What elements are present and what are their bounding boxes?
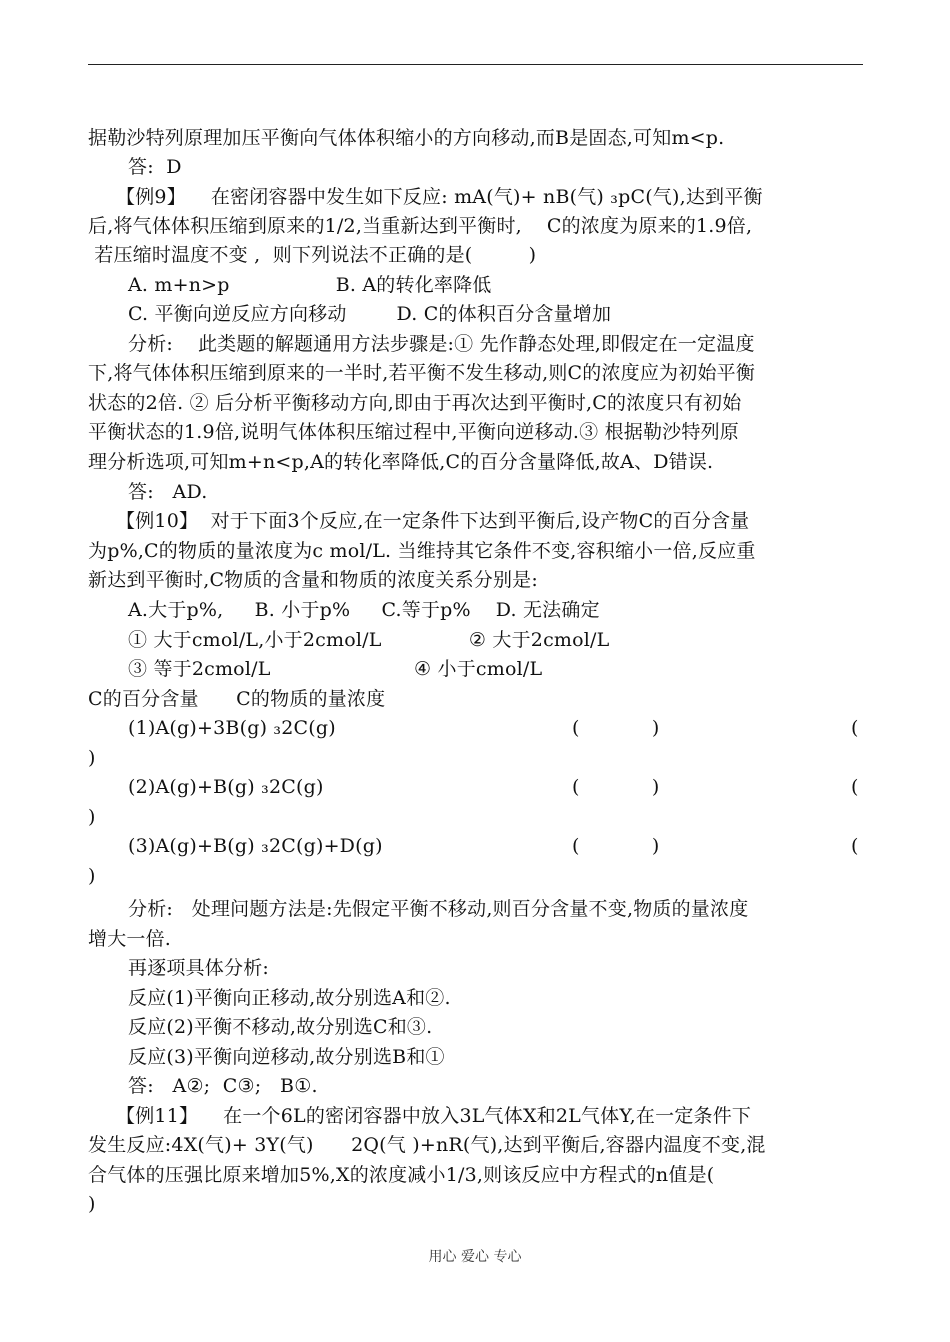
column-heading-line: C的百分含量 C的物质的量浓度 <box>88 688 386 710</box>
text-line: 反应(3)平衡向逆移动,故分别选B和① <box>128 1046 445 1068</box>
text-line: 据勒沙特列原理加压平衡向气体体积缩小的方向移动,而B是固态,可知m<p. <box>88 127 725 149</box>
answer-blank: ( <box>851 835 859 857</box>
option-line: A.大于p%, B. 小于p% C.等于p% D. 无法确定 <box>128 599 600 621</box>
page-footer: 用心 爱心 专心 <box>428 1249 522 1265</box>
text-line: 状态的2倍. ② 后分析平衡移动方向,即由于再次达到平衡时,C的浓度只有初始 <box>88 392 742 414</box>
text-line: 发生反应:4X(气)+ 3Y(气) 2Q(气 )+nR(气),达到平衡后,容器内温度不变,混 <box>88 1134 766 1156</box>
answer-line: 答: A②; C③; B①. <box>128 1075 318 1097</box>
option-line: ① 大于cmol/L,小于2cmol/L ② 大于2cmol/L <box>128 629 610 651</box>
text-line: 再逐项具体分析: <box>128 957 270 979</box>
option-line: ③ 等于2cmol/L ④ 小于cmol/L <box>128 658 543 680</box>
answer-line: 答: AD. <box>128 481 208 503</box>
reaction-3: (3)A(g)+B(g) ₃2C(g)+D(g) <box>128 835 383 857</box>
answer-blank: ( <box>851 717 859 739</box>
analysis-line: 分析: 处理问题方法是:先假定平衡不移动,则百分含量不变,物质的量浓度 <box>128 898 749 920</box>
text-line: 增大一倍. <box>88 928 172 950</box>
header-rule <box>88 64 863 65</box>
text-line: 新达到平衡时,C物质的含量和物质的浓度关系分别是: <box>88 569 538 591</box>
text-line: ) <box>88 747 96 769</box>
answer-blank: ( ) <box>572 776 660 798</box>
analysis-line: 分析: 此类题的解题通用方法步骤是:① 先作静态处理,即假定在一定温度 <box>128 333 755 355</box>
example-9-heading: 【例9】 在密闭容器中发生如下反应: mA(气)+ nB(气) ₃pC(气),达到平衡 <box>116 186 763 208</box>
reaction-2: (2)A(g)+B(g) ₃2C(g) <box>128 776 324 798</box>
example-11-heading: 【例11】 在一个6L的密闭容器中放入3L气体X和2L气体Y,在一定条件下 <box>116 1105 752 1127</box>
reaction-1: (1)A(g)+3B(g) ₃2C(g) <box>128 717 336 739</box>
text-line: 后,将气体体积压缩到原来的1/2,当重新达到平衡时, C的浓度为原来的1.9倍, <box>88 215 753 237</box>
option-line: C. 平衡向逆反应方向移动 D. C的体积百分含量增加 <box>128 303 612 325</box>
text-line: 反应(2)平衡不移动,故分别选C和③. <box>128 1016 433 1038</box>
text-line: 若压缩时温度不变 , 则下列说法不正确的是( ) <box>88 244 537 266</box>
text-line: 理分析选项,可知m+n<p,A的转化率降低,C的百分含量降低,故A、D错误. <box>88 451 714 473</box>
text-line: 为p%,C的物质的量浓度为c mol/L. 当维持其它条件不变,容积缩小一倍,反应重 <box>88 540 756 562</box>
example-10-heading: 【例10】 对于下面3个反应,在一定条件下达到平衡后,设产物C的百分含量 <box>116 510 750 532</box>
text-line: 下,将气体体积压缩到原来的一半时,若平衡不发生移动,则C的浓度应为初始平衡 <box>88 362 756 384</box>
answer-line: 答: D <box>128 156 182 178</box>
text-line: ) <box>88 806 96 828</box>
answer-blank: ( ) <box>572 835 660 857</box>
text-line: 反应(1)平衡向正移动,故分别选A和②. <box>128 987 451 1009</box>
answer-blank: ( ) <box>572 717 660 739</box>
text-line: 平衡状态的1.9倍,说明气体体积压缩过程中,平衡向逆移动.③ 根据勒沙特列原 <box>88 421 739 443</box>
text-line: ) <box>88 1193 96 1215</box>
text-line: ) <box>88 865 96 887</box>
answer-blank: ( <box>851 776 859 798</box>
text-line: 合气体的压强比原来增加5%,X的浓度减小1/3,则该反应中方程式的n值是( <box>88 1164 715 1186</box>
option-line: A. m+n>p B. A的转化率降低 <box>128 274 492 296</box>
